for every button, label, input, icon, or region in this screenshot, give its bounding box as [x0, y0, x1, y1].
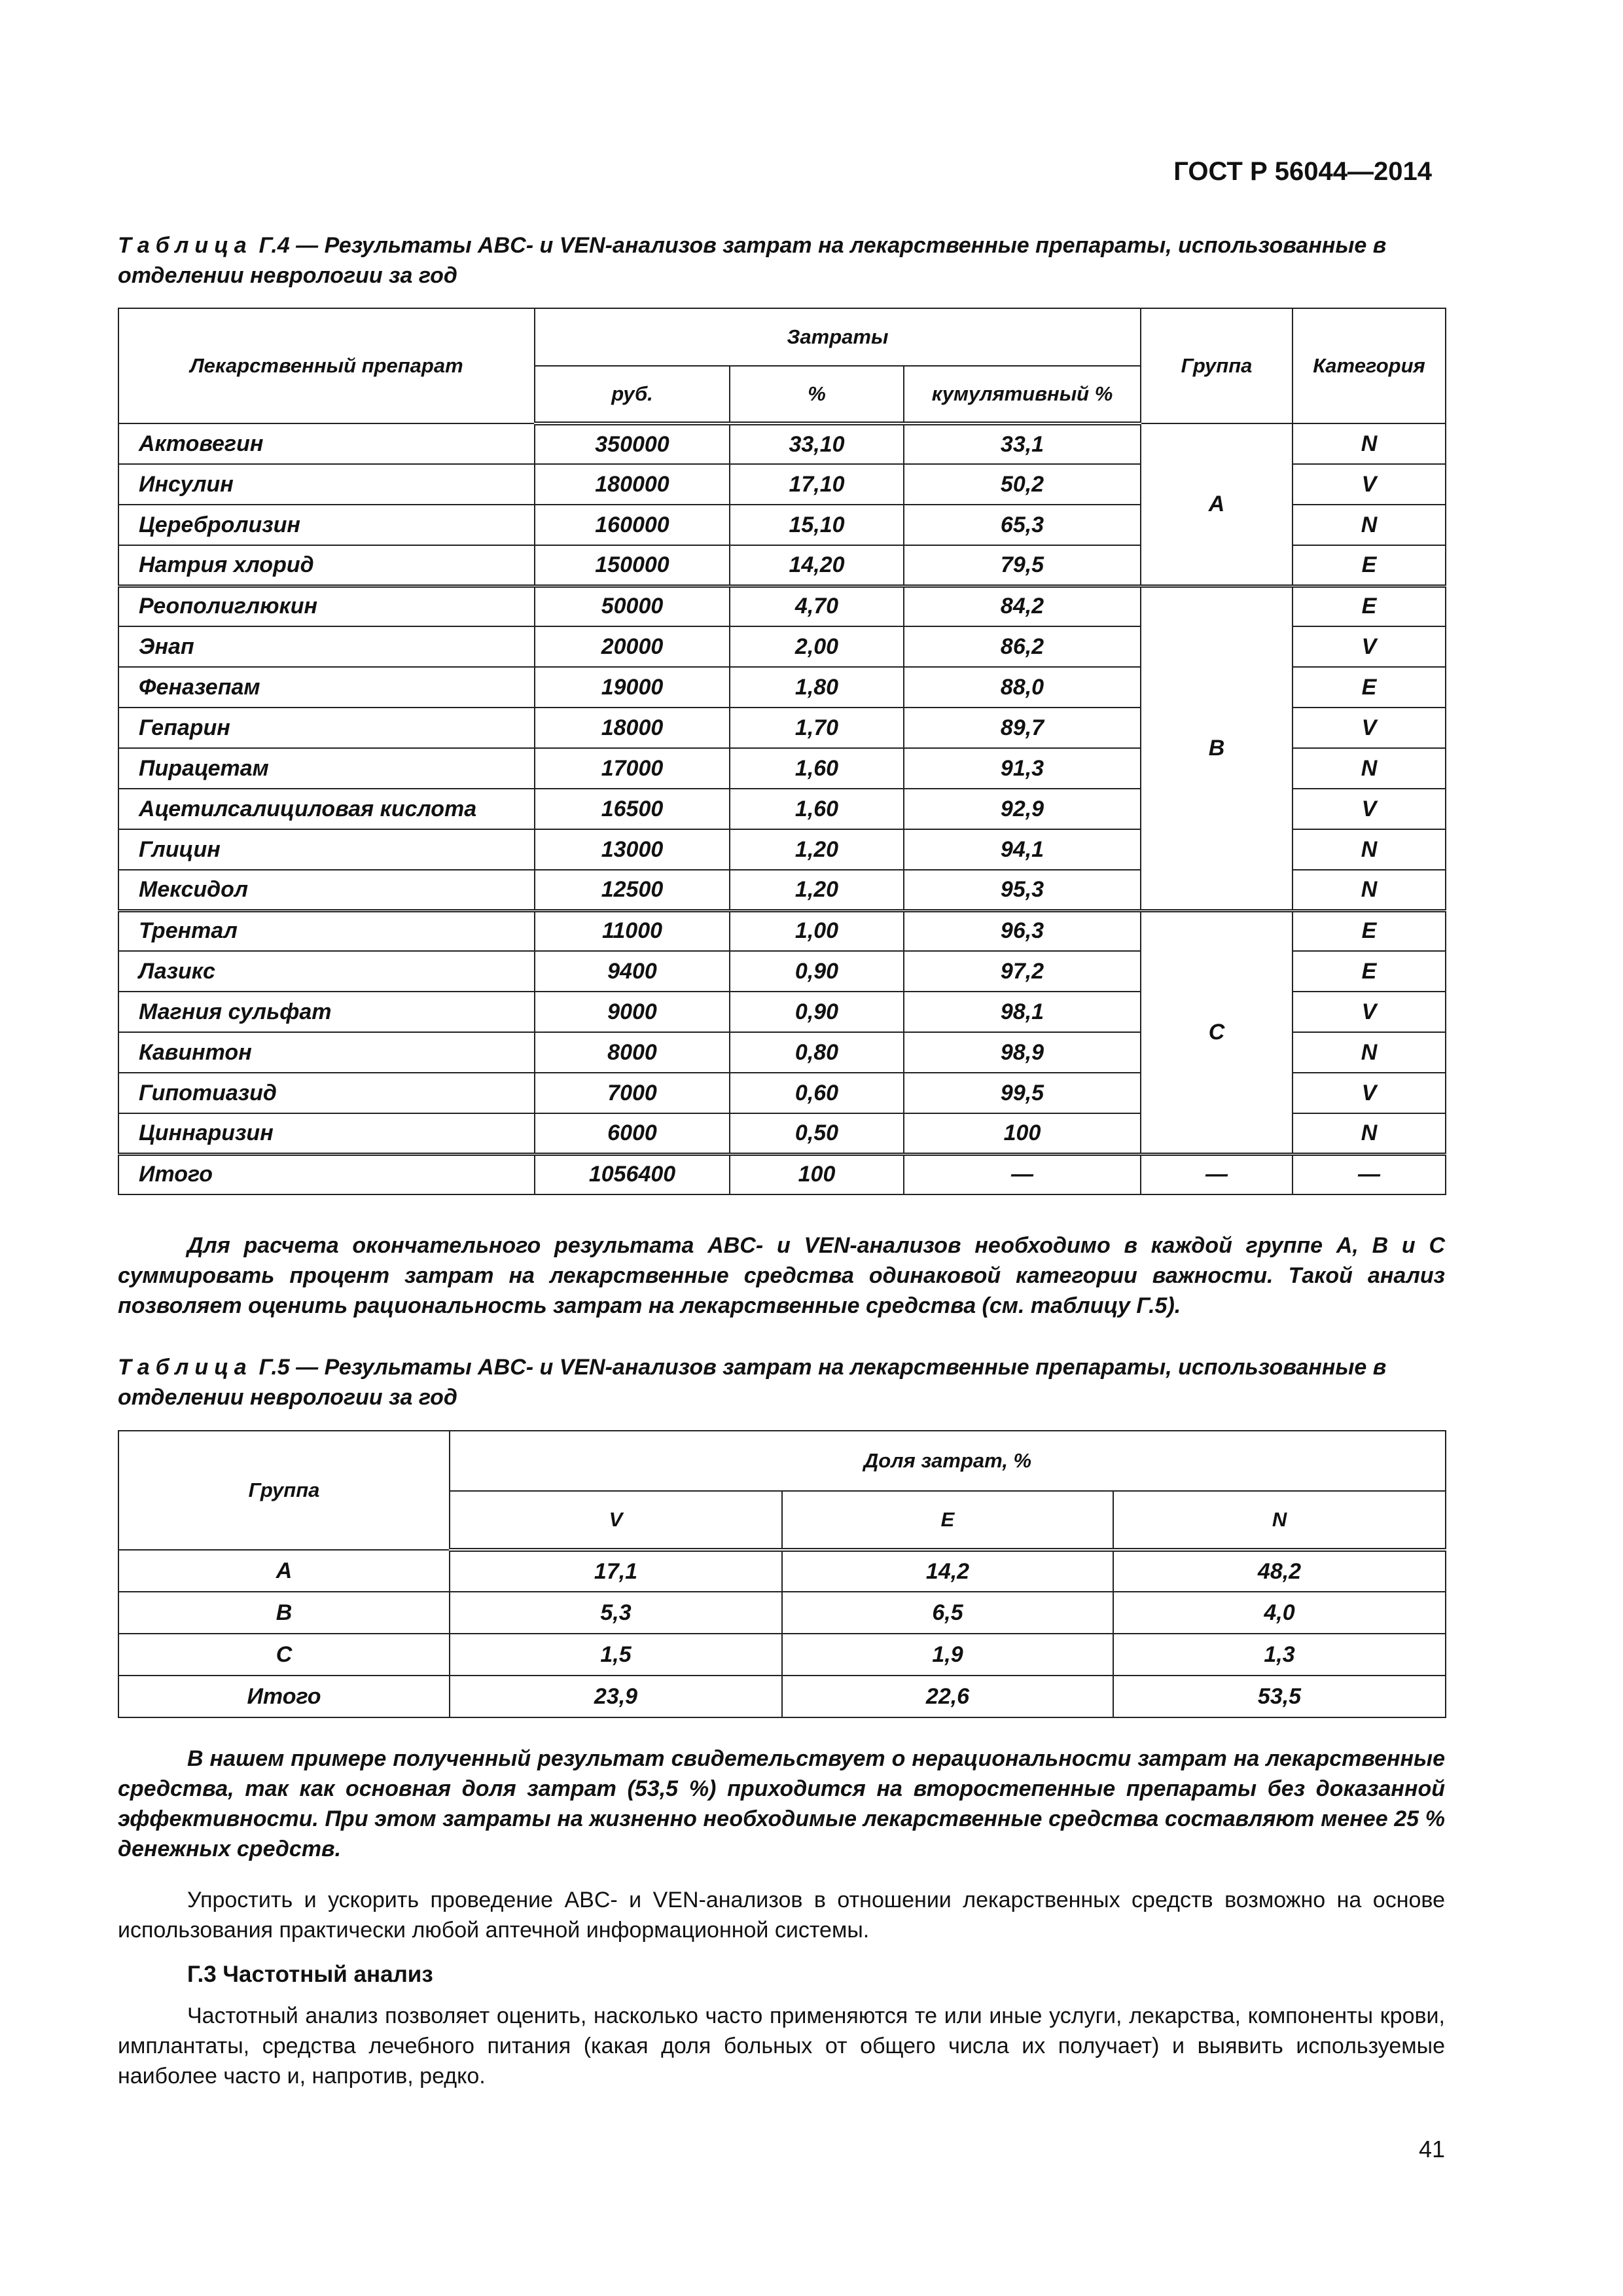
drug-name: Глицин — [118, 829, 535, 870]
t5-header-v: V — [450, 1491, 782, 1550]
t5-cell-v: 1,5 — [450, 1634, 782, 1676]
header-costs: Затраты — [535, 308, 1141, 366]
page-number: 41 — [1418, 2136, 1445, 2162]
header-category: Категория — [1293, 308, 1446, 423]
drug-name: Кавинтон — [118, 1032, 535, 1073]
group-cell: B — [1141, 586, 1293, 910]
cost-rub: 16500 — [535, 789, 730, 829]
cost-cumulative: 91,3 — [904, 748, 1141, 789]
cost-cumulative: 99,5 — [904, 1073, 1141, 1113]
cost-rub: 6000 — [535, 1113, 730, 1154]
cost-rub: 150000 — [535, 545, 730, 586]
t5-row — [118, 1676, 1446, 1717]
paragraph-calculation: Для расчета окончательного результата ABC- и VEN-анализов необходимо в каждой группе А, В и С суммировать процент затрат на лекарственные средства одинаковой категории важности. Такой анализ позволяет оценить рациональность затрат на лекарственные средства (см. таблицу Г.5). — [118, 1233, 1445, 1318]
cost-pct: 14,20 — [730, 545, 904, 586]
category-cell: N — [1293, 1032, 1446, 1073]
table4-caption-text: Г.4 — Результаты ABC- и VEN-анализов затрат на лекарственные препараты, использованные в отделении неврологии за год — [118, 233, 1387, 288]
category-cell: V — [1293, 992, 1446, 1032]
total-cumulative: — — [904, 1154, 1141, 1194]
header-pct: % — [730, 366, 904, 423]
category-cell: V — [1293, 626, 1446, 667]
drug-name: Гипотиазид — [118, 1073, 535, 1113]
cost-rub: 19000 — [535, 667, 730, 708]
t5-header-n: N — [1113, 1491, 1446, 1550]
cost-cumulative: 92,9 — [904, 789, 1141, 829]
table4 — [118, 308, 1446, 1195]
total-category: — — [1293, 1154, 1446, 1194]
t5-cell-v: 17,1 — [450, 1550, 782, 1592]
drug-name: Церебролизин — [118, 505, 535, 545]
cost-rub: 13000 — [535, 829, 730, 870]
cost-pct: 0,90 — [730, 951, 904, 992]
cost-pct: 1,20 — [730, 829, 904, 870]
cost-rub: 18000 — [535, 708, 730, 748]
category-cell: N — [1293, 423, 1446, 464]
cost-pct: 2,00 — [730, 626, 904, 667]
cost-pct: 15,10 — [730, 505, 904, 545]
cost-pct: 17,10 — [730, 464, 904, 505]
table-row — [118, 423, 1446, 464]
category-cell: E — [1293, 545, 1446, 586]
table-row — [118, 586, 1446, 626]
cost-rub: 50000 — [535, 586, 730, 626]
header-cumulative: кумулятивный % — [904, 366, 1141, 423]
cost-cumulative: 50,2 — [904, 464, 1141, 505]
cost-pct: 1,00 — [730, 910, 904, 951]
total-rub: 1056400 — [535, 1154, 730, 1194]
drug-name: Реополиглюкин — [118, 586, 535, 626]
t5-cell-n: 48,2 — [1113, 1550, 1446, 1592]
paragraph-frequency: Частотный анализ позволяет оценить, насколько часто применяются те или иные услуги, лекарства, компоненты крови, имплантаты, средства лечебного питания (какая доля больных от общего числа их получает) и выявить используемые наиболее часто и, напротив, редко. — [118, 2003, 1445, 2089]
cost-pct: 1,60 — [730, 789, 904, 829]
t5-cell-group: А — [118, 1550, 450, 1592]
total-pct: 100 — [730, 1154, 904, 1194]
drug-name: Циннаризин — [118, 1113, 535, 1154]
t5-cell-group: Итого — [118, 1676, 450, 1717]
cost-cumulative: 100 — [904, 1113, 1141, 1154]
cost-cumulative: 84,2 — [904, 586, 1141, 626]
category-cell: V — [1293, 464, 1446, 505]
t5-cell-e: 1,9 — [782, 1634, 1113, 1676]
table5-caption — [118, 1352, 1445, 1412]
drug-name: Ацетилсалициловая кислота — [118, 789, 535, 829]
category-cell: V — [1293, 708, 1446, 748]
t5-cell-n: 53,5 — [1113, 1676, 1446, 1717]
paragraph-conclusion: В нашем примере полученный результат свидетельствует о нерациональности затрат на лекарственные средства, так как основная доля затрат (53,5 %) приходится на второстепенные препараты без доказанной эффективности. При этом затраты на жизненно необходимые лекарственные средства составляют менее 25 % денежных средств. — [118, 1746, 1445, 1861]
drug-name: Гепарин — [118, 708, 535, 748]
drug-name: Инсулин — [118, 464, 535, 505]
table5-caption-text: Г.5 — Результаты ABC- и VEN-анализов затрат на лекарственные препараты, использованные в отделении неврологии за год — [118, 1355, 1387, 1410]
header-rub: руб. — [535, 366, 730, 423]
cost-cumulative: 95,3 — [904, 870, 1141, 910]
t5-row — [118, 1634, 1446, 1676]
table4-caption — [118, 230, 1445, 291]
category-cell: E — [1293, 951, 1446, 992]
cost-cumulative: 94,1 — [904, 829, 1141, 870]
t5-cell-group: В — [118, 1592, 450, 1634]
cost-cumulative: 33,1 — [904, 423, 1141, 464]
table5-caption-label: Таблица — [118, 1355, 253, 1380]
t5-cell-e: 22,6 — [782, 1676, 1113, 1717]
header-drug: Лекарственный препарат — [118, 308, 535, 423]
cost-pct: 0,50 — [730, 1113, 904, 1154]
cost-rub: 20000 — [535, 626, 730, 667]
cost-pct: 1,60 — [730, 748, 904, 789]
cost-cumulative: 97,2 — [904, 951, 1141, 992]
cost-pct: 0,80 — [730, 1032, 904, 1073]
drug-name: Трентал — [118, 910, 535, 951]
cost-pct: 1,80 — [730, 667, 904, 708]
category-cell: N — [1293, 1113, 1446, 1154]
cost-cumulative: 88,0 — [904, 667, 1141, 708]
category-cell: E — [1293, 910, 1446, 951]
t5-header-e: E — [782, 1491, 1113, 1550]
category-cell: N — [1293, 870, 1446, 910]
cost-pct: 0,60 — [730, 1073, 904, 1113]
t5-header-group: Группа — [118, 1431, 450, 1550]
drug-name: Магния сульфат — [118, 992, 535, 1032]
cost-rub: 8000 — [535, 1032, 730, 1073]
cost-rub: 9400 — [535, 951, 730, 992]
cost-cumulative: 96,3 — [904, 910, 1141, 951]
cost-rub: 7000 — [535, 1073, 730, 1113]
drug-name: Лазикс — [118, 951, 535, 992]
cost-cumulative: 98,1 — [904, 992, 1141, 1032]
category-cell: E — [1293, 667, 1446, 708]
table4-caption-label: Таблица — [118, 233, 253, 258]
total-group: — — [1141, 1154, 1293, 1194]
cost-pct: 4,70 — [730, 586, 904, 626]
category-cell: N — [1293, 748, 1446, 789]
t5-cell-v: 23,9 — [450, 1676, 782, 1717]
t5-cell-group: С — [118, 1634, 450, 1676]
cost-rub: 9000 — [535, 992, 730, 1032]
category-cell: N — [1293, 505, 1446, 545]
document-code: ГОСТ Р 56044—2014 — [1173, 157, 1432, 186]
section-title: Г.3 Частотный анализ — [187, 1962, 433, 1987]
drug-name: Энап — [118, 626, 535, 667]
drug-name: Пирацетам — [118, 748, 535, 789]
cost-rub: 17000 — [535, 748, 730, 789]
cost-cumulative: 65,3 — [904, 505, 1141, 545]
cost-rub: 11000 — [535, 910, 730, 951]
group-cell: C — [1141, 910, 1293, 1154]
group-cell: A — [1141, 423, 1293, 586]
t5-cell-e: 6,5 — [782, 1592, 1113, 1634]
cost-pct: 33,10 — [730, 423, 904, 464]
drug-name: Феназепам — [118, 667, 535, 708]
total-label: Итого — [118, 1154, 535, 1194]
category-cell: E — [1293, 586, 1446, 626]
cost-pct: 0,90 — [730, 992, 904, 1032]
cost-rub: 180000 — [535, 464, 730, 505]
total-row — [118, 1154, 1446, 1194]
t5-row — [118, 1592, 1446, 1634]
cost-rub: 12500 — [535, 870, 730, 910]
drug-name: Мексидол — [118, 870, 535, 910]
t5-cell-n: 4,0 — [1113, 1592, 1446, 1634]
drug-name: Натрия хлорид — [118, 545, 535, 586]
cost-cumulative: 86,2 — [904, 626, 1141, 667]
header-group: Группа — [1141, 308, 1293, 423]
cost-cumulative: 89,7 — [904, 708, 1141, 748]
cost-rub: 160000 — [535, 505, 730, 545]
t5-header-share: Доля затрат, % — [450, 1431, 1446, 1491]
drug-name: Актовегин — [118, 423, 535, 464]
table5 — [118, 1430, 1446, 1718]
cost-cumulative: 79,5 — [904, 545, 1141, 586]
category-cell: V — [1293, 1073, 1446, 1113]
cost-rub: 350000 — [535, 423, 730, 464]
category-cell: N — [1293, 829, 1446, 870]
t5-cell-e: 14,2 — [782, 1550, 1113, 1592]
cost-cumulative: 98,9 — [904, 1032, 1141, 1073]
table-row — [118, 910, 1446, 951]
category-cell: V — [1293, 789, 1446, 829]
t5-cell-v: 5,3 — [450, 1592, 782, 1634]
t5-row — [118, 1550, 1446, 1592]
t5-cell-n: 1,3 — [1113, 1634, 1446, 1676]
cost-pct: 1,70 — [730, 708, 904, 748]
cost-pct: 1,20 — [730, 870, 904, 910]
paragraph-simplify: Упростить и ускорить проведение ABC- и VEN-анализов в отношении лекарственных средств возможно на основе использования практически любой аптечной информационной системы. — [118, 1888, 1445, 1943]
